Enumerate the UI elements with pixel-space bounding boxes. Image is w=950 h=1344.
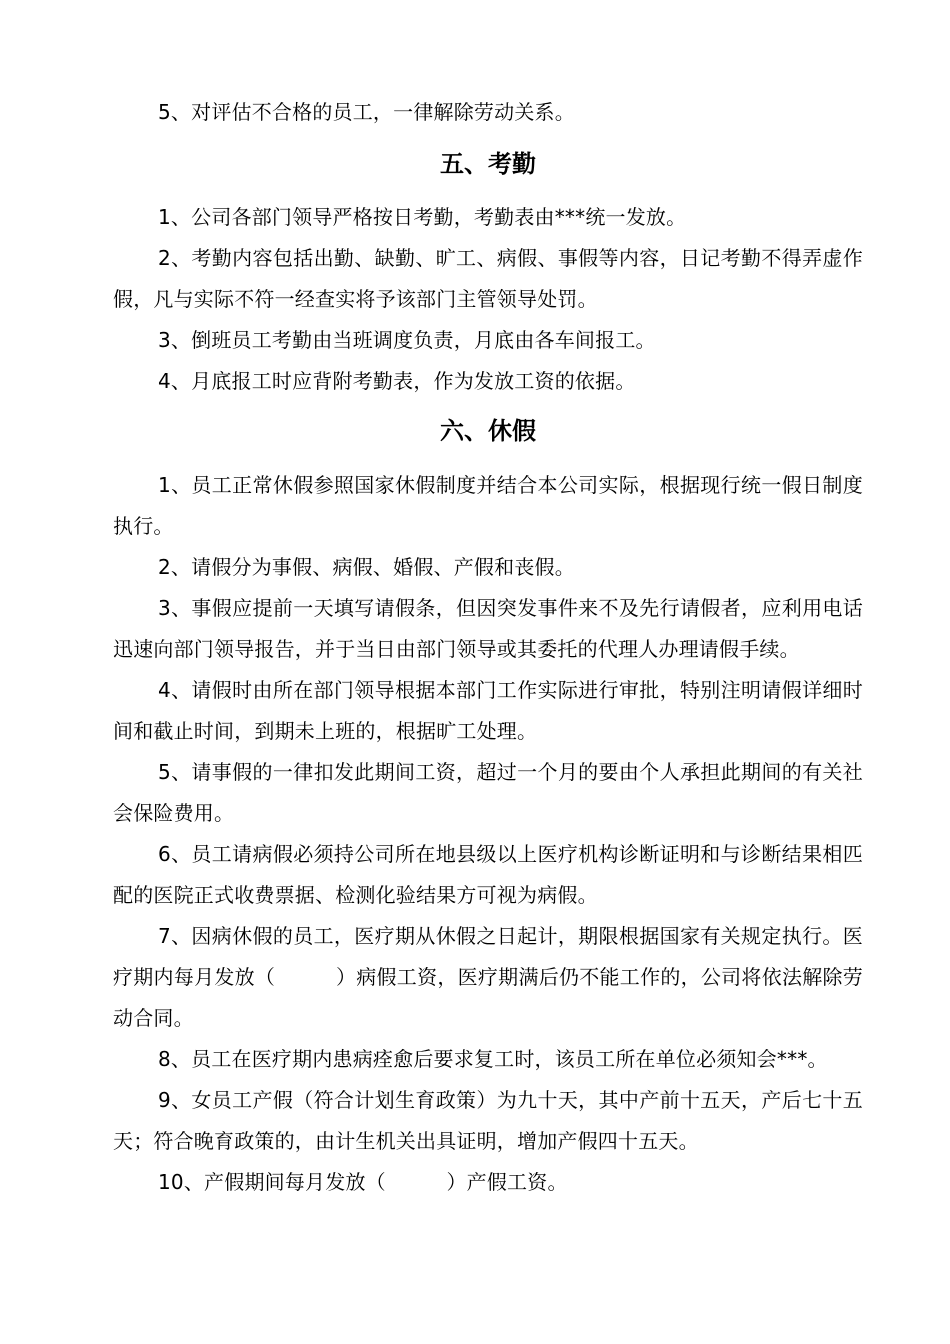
paragraph-leave-4: 4、请假时由所在部门领导根据本部门工作实际进行审批，特别注明请假详细时间和截止时间，到期未上班的，根据旷工处理。 [113,678,863,743]
paragraph-leave-10: 10、产假期间每月发放（ ）产假工资。 [158,1170,568,1194]
paragraph-leave-5: 5、请事假的一律扣发此期间工资，超过一个月的要由个人承担此期间的有关社会保险费用。 [113,760,863,825]
paragraph-leave-7: 7、因病休假的员工，医疗期从休假之日起计，期限根据国家有关规定执行。医疗期内每月发放（ ）病假工资，医疗期满后仍不能工作的，公司将依法解除劳动合同。 [113,924,863,1030]
paragraph-attendance-2: 2、考勤内容包括出勤、缺勤、旷工、病假、事假等内容，日记考勤不得弄虚作假，凡与实际不符一经查实将予该部门主管领导处罚。 [113,246,863,311]
paragraph-leave-1: 1、员工正常休假参照国家休假制度并结合本公司实际，根据现行统一假日制度执行。 [113,473,863,538]
paragraph-leave-6: 6、员工请病假必须持公司所在地县级以上医疗机构诊断证明和与诊断结果相匹配的医院正式收费票据、检测化验结果方可视为病假。 [113,842,863,907]
paragraph-attendance-1: 1、公司各部门领导严格按日考勤，考勤表由***统一发放。 [158,205,687,229]
document-body [113,92,863,1203]
section-heading-leave: 六、休假 [440,417,536,445]
paragraph-leave-2: 2、请假分为事假、病假、婚假、产假和丧假。 [158,555,575,579]
paragraph-leave-3: 3、事假应提前一天填写请假条，但因突发事件来不及先行请假者，应利用电话迅速向部门领导报告，并于当日由部门领导或其委托的代理人办理请假手续。 [113,596,863,661]
section-heading-attendance: 五、考勤 [440,150,536,178]
paragraph-evaluation-5: 5、对评估不合格的员工，一律解除劳动关系。 [158,100,575,124]
paragraph-leave-8: 8、员工在医疗期内患病痊愈后要求复工时，该员工所在单位必须知会***。 [158,1047,828,1071]
paragraph-attendance-3: 3、倒班员工考勤由当班调度负责，月底由各车间报工。 [158,328,656,352]
paragraph-attendance-4: 4、月底报工时应背附考勤表，作为发放工资的依据。 [158,369,636,393]
paragraph-leave-9: 9、女员工产假（符合计划生育政策）为九十天，其中产前十五天，产后七十五天；符合晚育政策的，由计生机关出具证明，增加产假四十五天。 [113,1088,863,1153]
